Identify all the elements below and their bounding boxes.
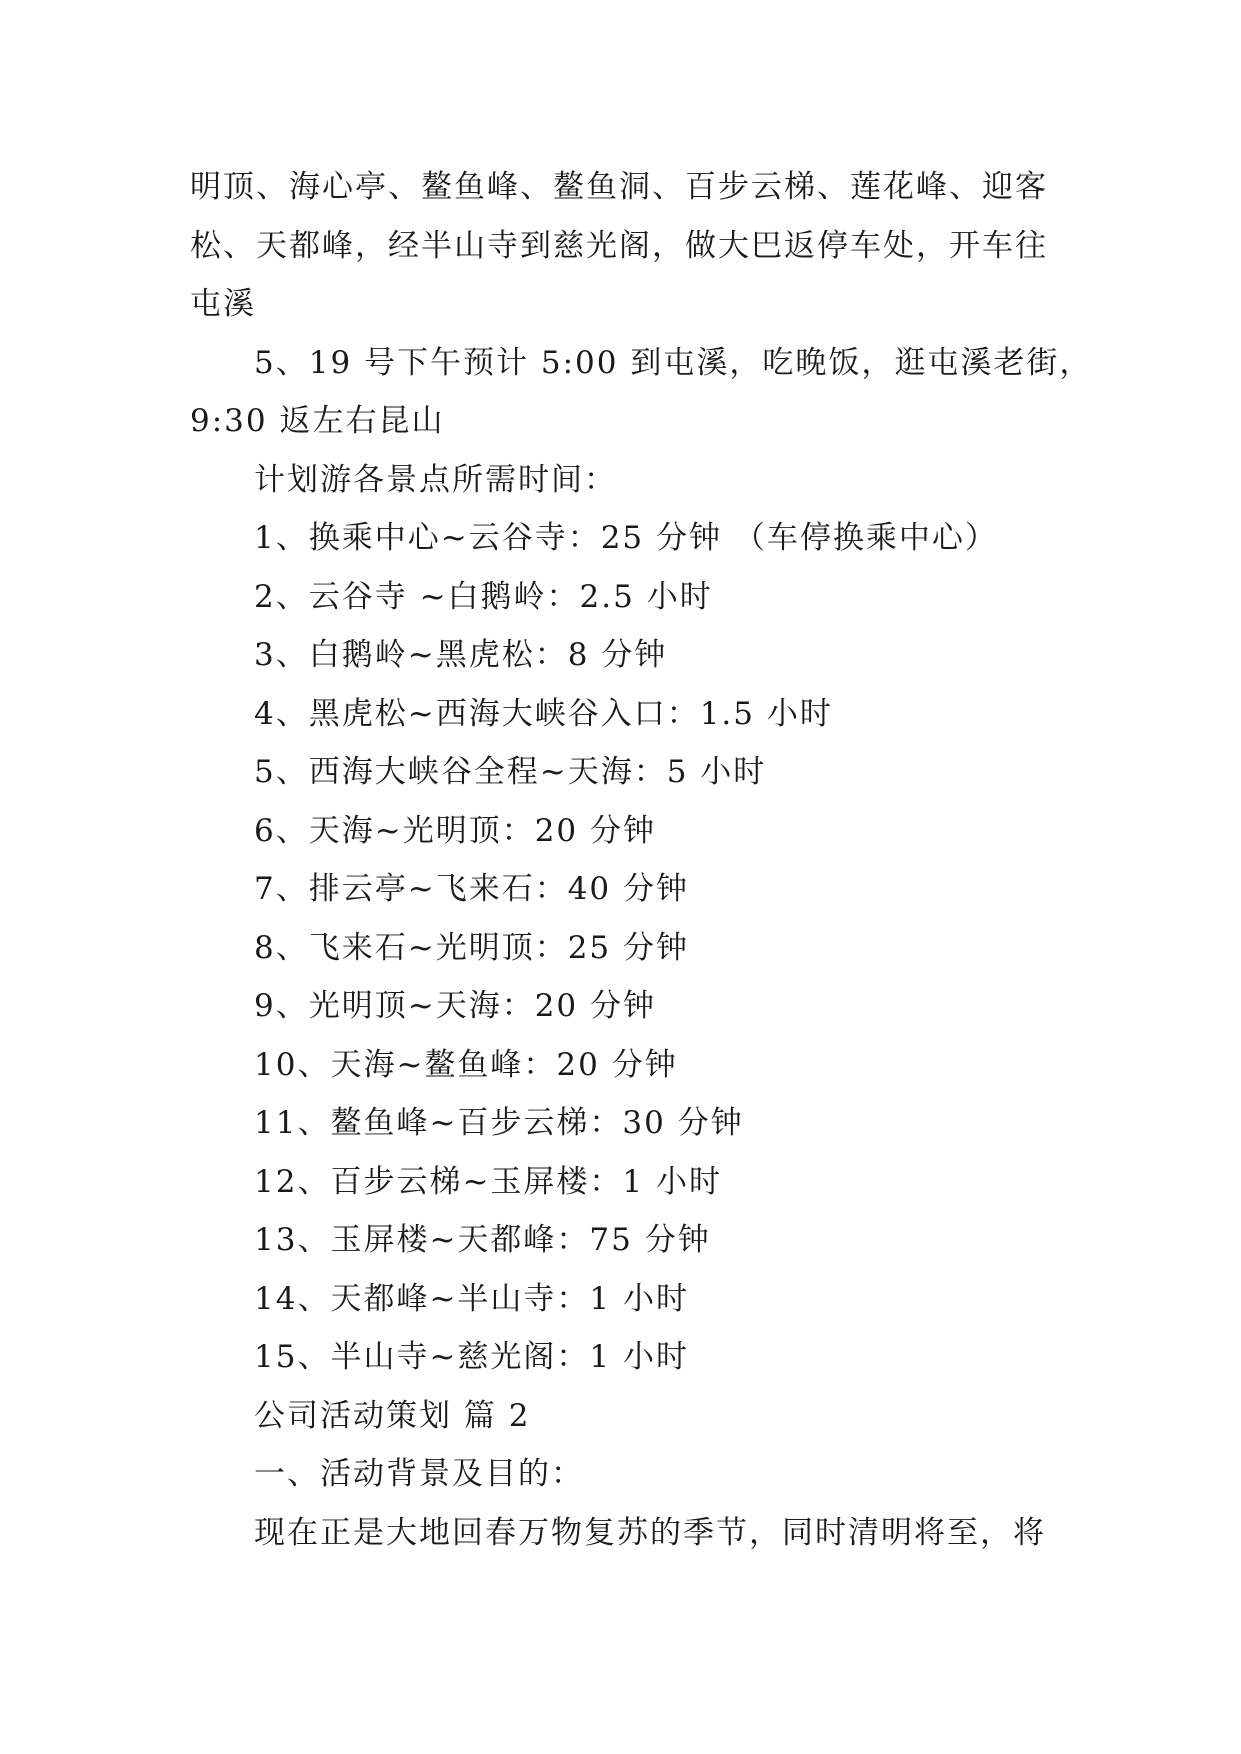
list-item: 10、天海~鳌鱼峰：20 分钟 xyxy=(254,1046,678,1083)
list-item: 8、飞来石~光明顶：25 分钟 xyxy=(254,929,689,966)
section-heading: 计划游各景点所需时间： xyxy=(254,461,617,498)
section-heading: 一、活动背景及目的： xyxy=(254,1456,584,1492)
paragraph-line: 5、19 号下午预计 5:00 到屯溪，吃晚饭，逛屯溪老街， xyxy=(254,344,1093,381)
paragraph-line: 松、天都峰，经半山寺到慈光阁，做大巴返停车处，开车往 xyxy=(190,227,1048,264)
list-item: 2、云谷寺 ~白鹅岭：2.5 小时 xyxy=(254,578,713,615)
list-item: 3、白鹅岭~黑虎松：8 分钟 xyxy=(254,637,668,673)
paragraph-line: 明顶、海心亭、鳌鱼峰、鳌鱼洞、百步云梯、莲花峰、迎客 xyxy=(190,169,1048,205)
paragraph-line: 9:30 返左右昆山 xyxy=(190,403,445,439)
paragraph-line: 现在正是大地回春万物复苏的季节，同时清明将至，将 xyxy=(254,1514,1046,1551)
paragraph-line: 屯溪 xyxy=(190,286,256,322)
list-item: 4、黑虎松~西海大峡谷入口：1.5 小时 xyxy=(254,695,833,732)
section-title: 公司活动策划 篇 2 xyxy=(254,1397,531,1434)
list-item: 9、光明顶~天海：20 分钟 xyxy=(254,988,656,1024)
list-item: 11、鳌鱼峰~百步云梯：30 分钟 xyxy=(254,1105,744,1141)
list-item: 13、玉屏楼~天都峰：75 分钟 xyxy=(254,1222,711,1258)
document-body xyxy=(190,158,1093,1562)
list-item: 5、西海大峡谷全程~天海：5 小时 xyxy=(254,754,767,790)
list-item: 7、排云亭~飞来石：40 分钟 xyxy=(254,871,689,907)
list-item: 6、天海~光明顶：20 分钟 xyxy=(254,812,656,849)
list-item: 15、半山寺~慈光阁：1 小时 xyxy=(254,1339,689,1375)
list-item: 14、天都峰~半山寺：1 小时 xyxy=(254,1280,689,1317)
list-item: 12、百步云梯~玉屏楼：1 小时 xyxy=(254,1163,722,1200)
list-item: 1、换乘中心~云谷寺：25 分钟 （车停换乘中心） xyxy=(254,520,998,556)
